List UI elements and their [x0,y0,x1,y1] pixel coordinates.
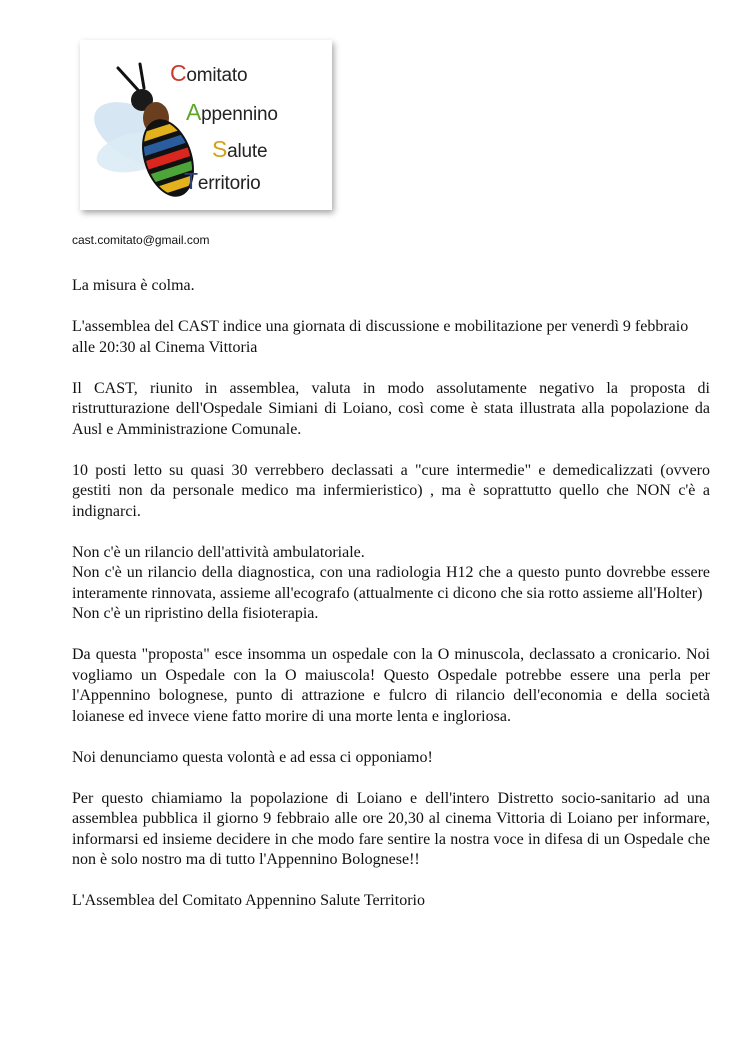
list-item-diagnostica: Non c'è un rilancio della diagnostica, con una radiologia H12 che a questo punto dovrebbe essere interamente rinnovata, assieme all'ecografo (attualmente ci dicono che sia rotto assieme all'Holter) [72,564,710,602]
logo-word-comitato: omitato [186,65,248,86]
paragraph-announcement: L'assemblea del CAST indice una giornata di discussione e mobilitazione per venerdì 9 febbraio alle 20:30 al Cinema Vittoria [72,318,689,356]
logo [80,40,332,210]
logo-line-territorio [184,168,260,195]
list-item-ambulatoriale: Non c'è un rilancio dell'attività ambulatoriale. [72,543,365,561]
logo-word-salute: alute [227,141,268,162]
logo-word-appennino: ppennino [201,104,278,125]
logo-word-territorio: erritorio [197,173,261,194]
list-item-fisioterapia: Non c'è un ripristino della fisioterapia. [72,605,319,622]
signature: L'Assemblea del Comitato Appennino Salute Territorio [72,892,425,909]
paragraph-evaluation: Il CAST, riunito in assemblea, valuta in modo assolutamente negativo la proposta di ristrutturazione dell'Ospedale Simiani di Loiano, così come è stata illustrata alla popolazione da Ausl e Amministrazione Comunale. [72,379,710,438]
logo-initial-a: A [186,99,202,125]
logo-initial-s: S [212,136,228,162]
logo-initial-t: T [184,168,198,194]
paragraph-call: Per questo chiamiamo la popolazione di Loiano e dell'intero Distretto socio-sanitario ad una assemblea pubblica il giorno 9 febbraio alle ore 20,30 al cinema Vittoria di Loiano per informare, informarsi ed insieme decidere in che modo fare sentire la nostra voce in difesa di un Ospedale che non è solo nostro ma di tutto l'Appennino Bolognese!! [72,789,710,868]
logo-initial-c: C [170,60,187,86]
logo-line-salute [212,136,267,163]
logo-line-appennino [186,99,278,126]
logo-line-comitato [170,60,247,87]
letter-body [72,276,710,932]
paragraph-headline: La misura è colma. [72,277,195,294]
paragraph-denuncia: Noi denunciamo questa volontà e ad essa ci opponiamo! [72,748,433,766]
paragraph-list [72,543,710,625]
paragraph-beds: 10 posti letto su quasi 30 verrebbero declassati a "cure intermedie" e demedicalizzati (ovvero gestiti non da personale medico ma infermieristico) , ma è soprattutto quello che NON c'è a indignarci. [72,461,710,520]
paragraph-proposta: Da questa "proposta" esce insomma un ospedale con la O minuscola, declassato a cronicario. Noi vogliamo un Ospedale con la O maiuscola! Questo Ospedale potrebbe essere una perla per l'Appennino bolognese, punto di attrazione e fulcro di rilancio dell'economia e della società loianese ed invece viene fatto morire di una morte lenta e ingloriosa. [72,646,710,725]
contact-email: cast.comitato@gmail.com [72,233,210,247]
